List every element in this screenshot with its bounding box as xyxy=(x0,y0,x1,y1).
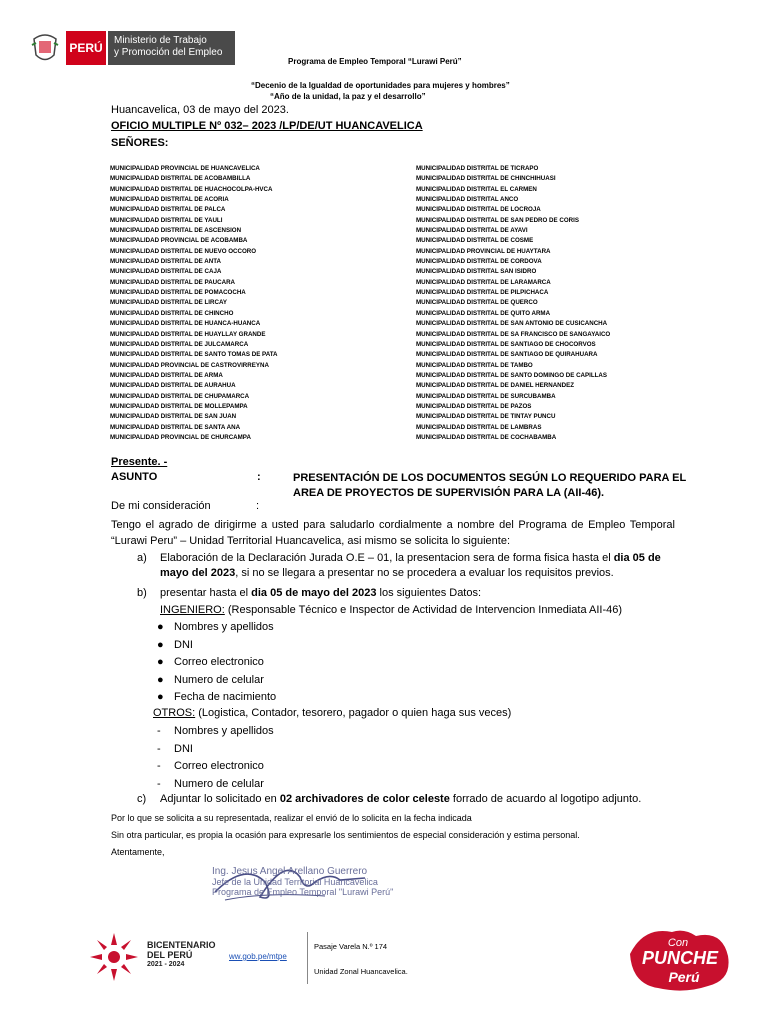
municipality-item: MUNICIPALIDAD DISTRITAL DE TICRAPO xyxy=(416,165,539,172)
municipality-item: MUNICIPALIDAD DISTRITAL DE TINTAY PUNCU xyxy=(416,413,556,421)
decenio-line: “Decenio de la Igualdad de oportunidades para mujeres y hombres” xyxy=(251,81,510,90)
municipality-item: MUNICIPALIDAD DISTRITAL DE LIRCAY xyxy=(110,299,227,307)
otros-desc: (Logistica, Contador, tesorero, pagador o quien haga sus veces) xyxy=(195,707,512,719)
municipality-item: MUNICIPALIDAD DISTRITAL DE COSME xyxy=(416,237,534,245)
municipality-item: MUNICIPALIDAD DISTRITAL EL CARMEN xyxy=(416,185,537,193)
municipality-item: MUNICIPALIDAD DISTRITAL DE CHINCHO xyxy=(110,309,234,317)
bicentenario-line1: BICENTENARIO xyxy=(147,940,216,950)
svg-text:PUNCHE: PUNCHE xyxy=(641,948,719,968)
municipality-item: MUNICIPALIDAD DISTRITAL DE ARMA xyxy=(110,371,223,379)
bicentenario-years: 2021 - 2024 xyxy=(147,961,185,968)
item-b-text xyxy=(160,586,481,601)
address-line-1: Pasaje Varela N.º 174 xyxy=(314,942,388,951)
municipality-item: MUNICIPALIDAD DISTRITAL DE CHINCHIHUASI xyxy=(416,175,556,183)
municipality-item: MUNICIPALIDAD DISTRITAL DE POMACOCHA xyxy=(110,289,246,297)
signature-name: Ing. Jesus Angel Arellano Guerrero xyxy=(212,866,368,877)
municipality-item: MUNICIPALIDAD DISTRITAL DE TAMBO xyxy=(416,361,533,369)
bicentenario-text xyxy=(147,940,216,970)
ministry-line2: y Promoción del Empleo xyxy=(114,47,223,58)
svg-text:Perú: Perú xyxy=(668,969,700,985)
municipality-item: MUNICIPALIDAD DISTRITAL DE HUAYLLAY GRANDE xyxy=(110,330,266,338)
list-item: - Correo electronico xyxy=(157,760,264,772)
item-c-letter: c) xyxy=(137,793,147,805)
gob-link[interactable]: ww.gob.pe/mtpe xyxy=(229,952,287,961)
municipality-item: MUNICIPALIDAD DISTRITAL DE LARAMARCA xyxy=(416,278,551,286)
municipality-item: MUNICIPALIDAD DISTRITAL DE ACORIA xyxy=(110,196,229,204)
closing-line-1: Por lo que se solicita a su representada, realizar el envió de lo solicita en la fecha indicada xyxy=(111,813,472,823)
municipality-item: MUNICIPALIDAD DISTRITAL DE CORDOVA xyxy=(416,258,542,266)
list-item: ● Numero de celular xyxy=(157,673,264,686)
municipality-item: MUNICIPALIDAD DISTRITAL DE DANIEL HERNANDEZ xyxy=(416,382,575,390)
otros-list xyxy=(157,723,274,793)
ingeniero-label: INGENIERO: xyxy=(160,604,225,616)
consideracion-colon: : xyxy=(256,500,260,512)
list-item: ● Correo electronico xyxy=(157,656,264,668)
municipality-item: MUNICIPALIDAD DISTRITAL DE SAN ANTONIO DE CUSICANCHA xyxy=(416,320,608,328)
consideracion-label: De mi consideración xyxy=(111,500,211,512)
municipality-item: MUNICIPALIDAD DISTRITAL DE COCHABAMBA xyxy=(416,433,557,441)
municipality-item: MUNICIPALIDAD DISTRITAL DE SANTIAGO DE QUIRAHUARA xyxy=(416,351,598,359)
municipality-item: MUNICIPALIDAD DISTRITAL DE YAULI xyxy=(110,216,223,224)
item-a-part2: , si no se llegara a presentar no se procedera a evaluar los requisitos previos. xyxy=(235,567,614,579)
anio-line: “Año de la unidad, la paz y el desarrollo” xyxy=(270,92,426,101)
municipality-item: MUNICIPALIDAD DISTRITAL DE SANTA ANA xyxy=(110,423,241,431)
item-a-text xyxy=(160,551,680,581)
item-a-letter: a) xyxy=(137,552,147,564)
closing-line-3: Atentamente, xyxy=(111,847,165,857)
municipality-item: MUNICIPALIDAD DISTRITAL DE MOLLEPAMPA xyxy=(110,402,248,410)
municipalities-left-list xyxy=(110,164,278,443)
municipalities-right-list xyxy=(416,164,610,443)
item-a-date: dia 05 de mayo del 2023 xyxy=(160,552,661,579)
municipality-item: MUNICIPALIDAD DISTRITAL SAN ISIDRO xyxy=(416,268,537,276)
municipality-item: MUNICIPALIDAD DISTRITAL DE PILPICHACA xyxy=(416,289,549,297)
municipality-item: MUNICIPALIDAD DISTRITAL DE ANTA xyxy=(110,258,222,266)
list-item: ● DNI xyxy=(157,638,193,651)
asunto-text: PRESENTACIÓN DE LOS DOCUMENTOS SEGÚN LO REQUERIDO PARA EL AREA DE PROYECTOS DE SUPERVISIÓN PARA LA (AII-46). xyxy=(293,472,686,499)
item-c-text xyxy=(160,793,641,805)
item-b-date: dia 05 de mayo del 2023 xyxy=(251,587,377,599)
con-punche-peru-logo xyxy=(624,920,736,994)
municipality-item: MUNICIPALIDAD DISTRITAL DE NUEVO OCCORO xyxy=(110,247,257,255)
municipality-item: MUNICIPALIDAD DISTRITAL DE SANTO DOMINGO DE CAPILLAS xyxy=(416,371,608,379)
presente-label: Presente. - xyxy=(111,456,168,468)
municipality-item: MUNICIPALIDAD DISTRITAL DE PAUCARA xyxy=(110,278,236,286)
otros-line xyxy=(153,707,511,719)
address-line-2: Unidad Zonal Huancavelica. xyxy=(314,967,408,976)
municipality-item: MUNICIPALIDAD DISTRITAL DE QUITO ARMA xyxy=(416,309,551,317)
municipality-item: MUNICIPALIDAD DISTRITAL DE CAJA xyxy=(110,268,222,276)
item-a-part1: Elaboración de la Declaración Jurada O.E – 01, la presentacion sera de forma fisica hasta el xyxy=(160,552,614,564)
body-paragraph: Tengo el agrado de dirigirme a usted para saludarlo cordialmente a nombre del Programa de Empleo Temporal “Lurawi Peru” – Unidad Territorial Huancavelica, asi mismo se solicita lo siguiente: xyxy=(111,519,675,547)
item-b-part1: presentar hasta el xyxy=(160,587,252,599)
closing-line-2: Sin otra particular, es propia la ocasión para expresarle los sentimientos de especial consideración y estima personal. xyxy=(111,830,580,840)
municipality-item: MUNICIPALIDAD DISTRITAL DE ACOBAMBILLA xyxy=(110,175,251,183)
municipality-item: MUNICIPALIDAD DISTRITAL DE LAMBRAS xyxy=(416,423,542,431)
municipality-item: MUNICIPALIDAD DISTRITAL DE HUANCA-HUANCA xyxy=(110,320,261,328)
municipality-item: MUNICIPALIDAD DISTRITAL DE SAN JUAN xyxy=(110,413,237,421)
signature-stamp xyxy=(212,867,393,897)
municipality-item: MUNICIPALIDAD DISTRITAL DE AURAHUA xyxy=(110,382,236,390)
municipality-item: MUNICIPALIDAD DISTRITAL DE JULCAMARCA xyxy=(110,340,249,348)
municipality-item: MUNICIPALIDAD DISTRITAL DE SAN PEDRO DE CORIS xyxy=(416,216,579,224)
program-title: Programa de Empleo Temporal “Lurawi Perú” xyxy=(288,57,462,66)
oficio-number: OFICIO MULTIPLE Nº 032– 2023 /LP/DE/UT HUANCAVELICA xyxy=(111,120,423,132)
ministry-line1: Ministerio de Trabajo xyxy=(114,35,207,46)
ingeniero-desc: (Responsable Técnico e Inspector de Actividad de Intervencion Inmediata AII-46) xyxy=(224,604,623,616)
bicentenario-line2: DEL PERÚ xyxy=(147,950,193,960)
list-item: - Nombres y apellidos xyxy=(157,725,274,737)
municipality-item: MUNICIPALIDAD DISTRITAL DE SURCUBAMBA xyxy=(416,392,556,400)
municipality-item: MUNICIPALIDAD PROVINCIAL DE CASTROVIRREYNA xyxy=(110,361,269,369)
item-b-letter: b) xyxy=(137,587,147,599)
ingeniero-list xyxy=(157,619,276,707)
list-item: ● Fecha de nacimiento xyxy=(157,691,277,703)
municipality-item: MUNICIPALIDAD DISTRITAL DE PALCA xyxy=(110,206,226,214)
item-b-part2: los siguientes Datos: xyxy=(376,587,482,599)
svg-text:Con: Con xyxy=(667,937,689,949)
signature-role-1: Jefe de la Unidad Territorial Huancavelica xyxy=(212,877,378,887)
municipality-item: MUNICIPALIDAD DISTRITAL DE CHUPAMARCA xyxy=(110,392,250,400)
municipality-item: MUNICIPALIDAD DISTRITAL DE HUACHOCOLPA-HVCA xyxy=(110,185,273,193)
asunto-colon: : xyxy=(257,471,261,483)
municipality-item: MUNICIPALIDAD DISTRITAL DE LOCROJA xyxy=(416,206,541,214)
item-c-archivadores: 02 archivadores de color celeste xyxy=(279,793,450,805)
letter-date: Huancavelica, 03 de mayo del 2023. xyxy=(111,104,289,116)
ingeniero-line xyxy=(160,603,622,618)
municipality-item: MUNICIPALIDAD DISTRITAL DE AYAVI xyxy=(416,227,528,235)
item-c-part2: forrado de acuardo al logotipo adjunto. xyxy=(449,793,642,805)
ministry-logo xyxy=(108,31,235,65)
municipality-item: MUNICIPALIDAD PROVINCIAL DE ACOBAMBA xyxy=(110,237,248,245)
municipality-item: MUNICIPALIDAD DISTRITAL DE SANTIAGO DE CHOCORVOS xyxy=(416,340,596,348)
asunto-label: ASUNTO xyxy=(111,471,158,483)
footer-divider xyxy=(307,932,308,984)
list-item: - DNI xyxy=(157,742,193,755)
list-item: ● Nombres y apellidos xyxy=(157,621,274,633)
otros-label: OTROS: xyxy=(153,707,196,719)
list-item: - Numero de celular xyxy=(157,777,264,790)
signature-role-2: Programa de Empleo Temporal "Lurawi Perú" xyxy=(212,887,394,897)
bicentenario-logo-icon xyxy=(86,929,142,985)
municipality-item: MUNICIPALIDAD DISTRITAL DE SA FRANCISCO DE SANGAYAICO xyxy=(416,330,611,338)
item-c-part1: Adjuntar lo solicitado en xyxy=(160,793,280,805)
municipality-item: MUNICIPALIDAD DISTRITAL DE ASCENSION xyxy=(110,227,242,235)
municipality-item: MUNICIPALIDAD PROVINCIAL DE HUAYTARA xyxy=(416,247,551,255)
coat-of-arms-icon xyxy=(30,31,60,65)
municipality-item: MUNICIPALIDAD DISTRITAL DE PAZOS xyxy=(416,402,532,410)
municipality-item: MUNICIPALIDAD PROVINCIAL DE CHURCAMPA xyxy=(110,433,251,441)
municipality-item: MUNICIPALIDAD DISTRITAL ANCO xyxy=(416,196,519,204)
senores-heading: SEÑORES: xyxy=(111,137,169,149)
municipality-item: MUNICIPALIDAD PROVINCIAL DE HUANCAVELICA xyxy=(110,165,260,172)
municipality-item: MUNICIPALIDAD DISTRITAL DE QUERCO xyxy=(416,299,538,307)
peru-logo-label: PERÚ xyxy=(66,31,106,65)
municipality-item: MUNICIPALIDAD DISTRITAL DE SANTO TOMAS DE PATA xyxy=(110,351,278,359)
